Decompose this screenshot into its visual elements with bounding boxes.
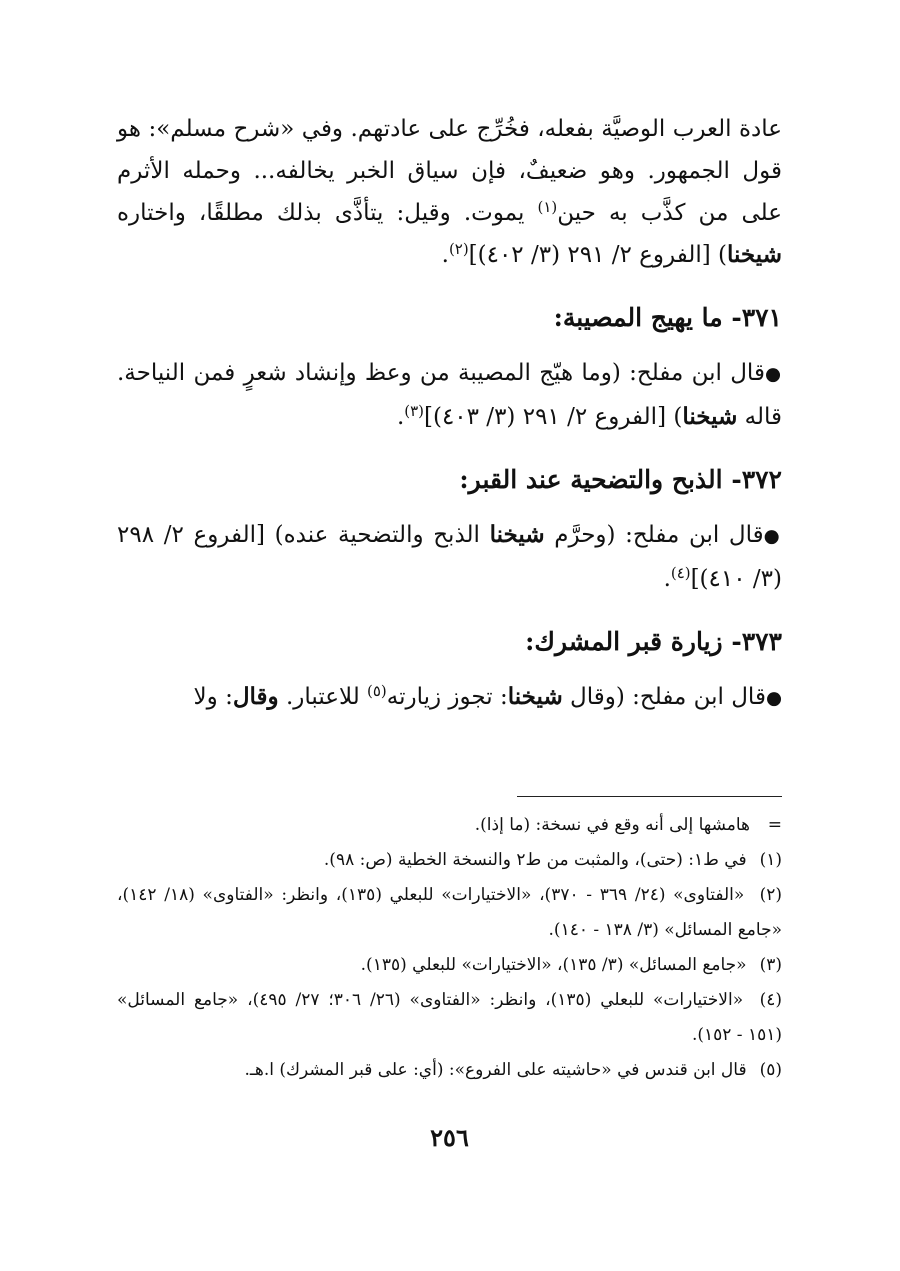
footnote-ref-3[interactable]: (٣) — [404, 401, 424, 420]
footnote-number: (٢) — [759, 885, 782, 905]
section-heading-373: ٣٧٣- زيارة قبر المشرك: — [525, 627, 782, 656]
text-run: ) [الفروع ٢/ ٢٩١ (٣/ ٤٠٢)] — [468, 242, 727, 268]
footnote-number: (١) — [759, 850, 782, 870]
text-run: يموت. وقيل: يتأذَّى بذلك مطلقًا، واختاره — [117, 200, 538, 226]
text-run: عادة العرب الوصيَّة بفعله، فخُرِّج على عادتهم. وفي «شرح مسلم»: هو قول الجمهور. وهو ضعيفٌ، فإن سياق الخبر يخالفه... وحمله الأثرم على من كذَّب به حين — [117, 116, 782, 226]
main-text — [117, 108, 782, 720]
footnote-ref-1[interactable]: (١) — [537, 197, 558, 216]
section-heading-371: ٣٧١- ما يهيج المصيبة: — [553, 303, 782, 332]
bold-term: شيخنا — [507, 683, 563, 710]
bold-term: شيخنا — [489, 521, 545, 548]
text-run: قال ابن مفلح: (وما هيّج المصيبة من وعظ وإنشاد شعرٍ فمن النياحة. قاله — [117, 360, 782, 430]
text-run: قال ابن مفلح: (وحرَّم — [544, 522, 764, 548]
footnote-text: قال ابن قندس في «حاشيته على الفروع»: (أي: على قبر المشرك) ا.هـ. — [244, 1060, 747, 1080]
text-run: . — [663, 566, 671, 592]
bold-term: شيخنا — [726, 241, 782, 268]
text-run: : تجوز زيارته — [386, 684, 508, 710]
bullet-icon: ● — [763, 526, 782, 547]
footnote-number: (٣) — [759, 955, 782, 975]
text-run: الذبح والتضحية عنده) [الفروع ٢/ ٢٩٨ (٣/ ٤١٠)] — [117, 522, 782, 592]
footnote-separator — [517, 796, 782, 797]
page-number: ٢٥٦ — [430, 1123, 469, 1152]
footnote-ref-4[interactable]: (٤) — [670, 563, 691, 582]
footnote-text: «جامع المسائل» (٣/ ١٣٥)، «الاختيارات» للبعلي (١٣٥). — [360, 955, 747, 975]
bold-term: شيخنا — [682, 403, 738, 430]
footnote-1 — [117, 843, 782, 878]
footnote-text: هامشها إلى أنه وقع في نسخة: (ما إذا). — [474, 815, 750, 835]
text-run: للاعتبار. — [278, 684, 368, 710]
footnote-ref-5[interactable]: (٥) — [367, 681, 387, 700]
paragraph-370-continuation — [117, 108, 782, 276]
footnote-text: في ط١: (حتى)، والمثبت من ط٢ والنسخة الخطية (ص: ٩٨). — [323, 850, 747, 870]
paragraph-372 — [117, 514, 782, 600]
bold-term: وقال — [232, 683, 279, 710]
bullet-icon: ● — [764, 364, 782, 385]
text-run: قال ابن مفلح: (وقال — [562, 684, 766, 710]
book-page — [117, 108, 782, 1271]
footnote-number: (٥) — [759, 1060, 782, 1080]
paragraph-373 — [117, 676, 782, 720]
footnote-4 — [117, 983, 782, 1053]
text-run: . — [396, 404, 405, 430]
footnote-2 — [117, 878, 782, 948]
footnote-3 — [117, 948, 782, 983]
text-run: : ولا — [193, 684, 233, 710]
footnote-ref-2[interactable]: (٢) — [448, 239, 469, 258]
continuation-mark: = — [767, 815, 782, 835]
paragraph-371 — [117, 352, 782, 438]
footnote-text: «الاختيارات» للبعلي (١٣٥)، وانظر: «الفتاوى» (٢٦/ ٣٠٦؛ ٢٧/ ٤٩٥)، «جامع المسائل» (١٥١ - ١٥٢). — [117, 990, 782, 1045]
bullet-icon: ● — [765, 688, 782, 709]
text-run: . — [441, 242, 449, 268]
footnotes — [117, 808, 782, 1088]
footnote-continuation — [117, 808, 782, 843]
footnote-text: «الفتاوى» (٢٤/ ٣٦٩ - ٣٧٠)، «الاختيارات» للبعلي (١٣٥)، وانظر: «الفتاوى» (١٨/ ١٤٢)، «جامع المسائل» (٣/ ١٣٨ - ١٤٠). — [117, 885, 782, 940]
text-run: ) [الفروع ٢/ ٢٩١ (٣/ ٤٠٣)] — [423, 404, 683, 430]
footnote-5 — [117, 1053, 782, 1088]
section-heading-372: ٣٧٢- الذبح والتضحية عند القبر: — [459, 465, 782, 494]
footnote-number: (٤) — [759, 990, 783, 1010]
